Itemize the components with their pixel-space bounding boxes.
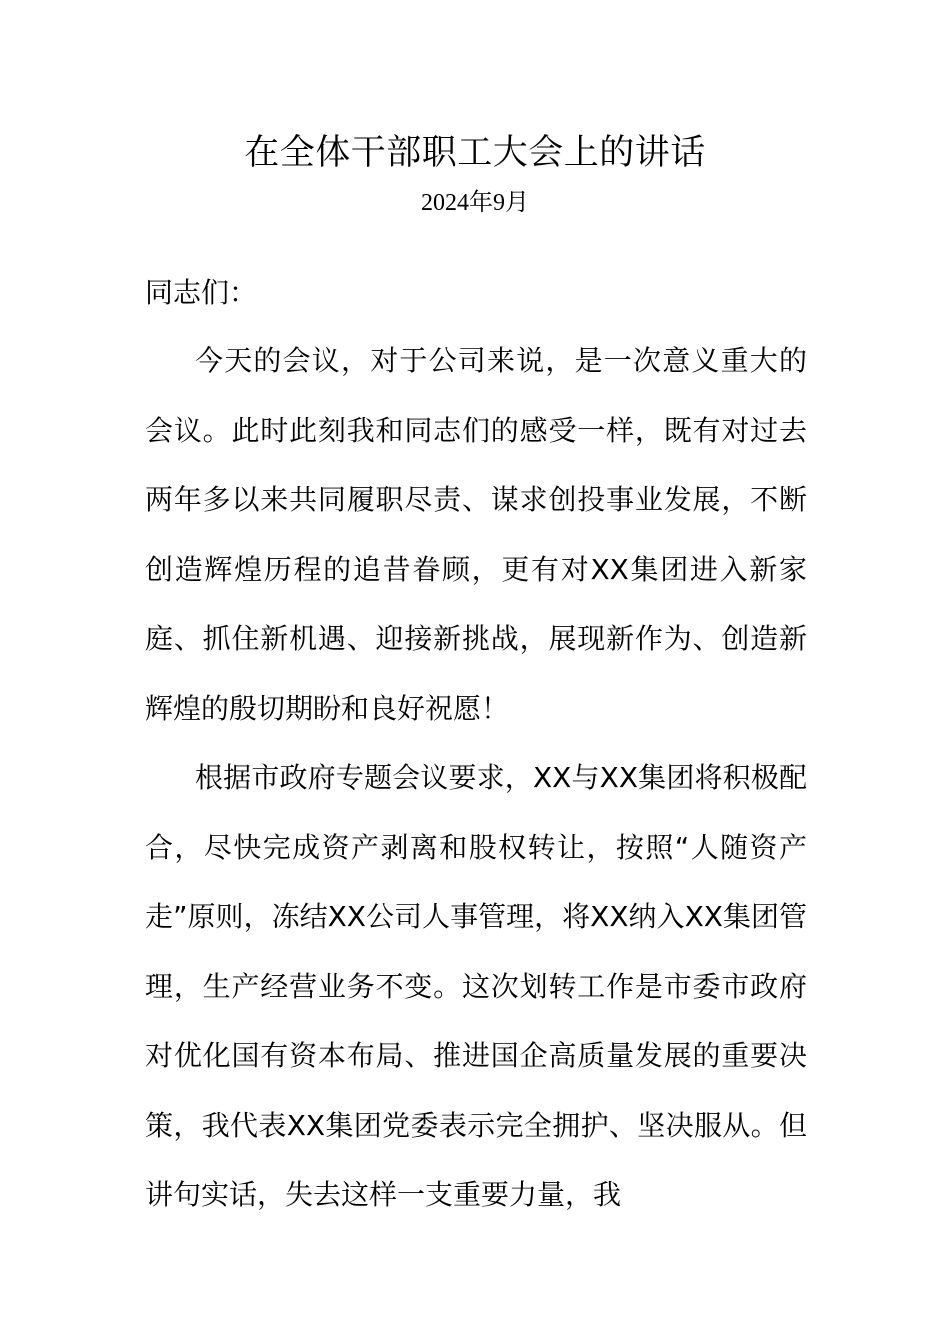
paragraph-block-1: [145, 326, 807, 743]
document-title: 在全体干部职工大会上的讲话: [244, 133, 706, 173]
salutation: 同志们：: [145, 276, 258, 309]
paragraph: 根据市政府专题会议要求，XX与XX集团将积极配合，尽快完成资产剥离和股权转让，按照“人随资产走”原则，冻结XX公司人事管理，将XX纳入XX集团管理，生产经营业务不变。这次划转工作是市委市政府对优化国有资本布局、推进国企高质量发展的重要决策，我代表XX集团党委表示完全拥护、坚决服从。但讲句实话，失去这样一支重要力量，我: [145, 761, 807, 1211]
document-date: 2024年9月: [421, 190, 529, 216]
paragraph: 今天的会议，对于公司来说，是一次意义重大的会议。此时此刻我和同志们的感受一样，既有对过去两年多以来共同履职尽责、谋求创投事业发展，不断创造辉煌历程的追昔眷顾，更有对XX集团进入新家庭、抓住新机遇、迎接新挑战，展现新作为、创造新辉煌的殷切期盼和良好祝愿！: [145, 344, 807, 725]
paragraph-block-2: [145, 743, 807, 1230]
